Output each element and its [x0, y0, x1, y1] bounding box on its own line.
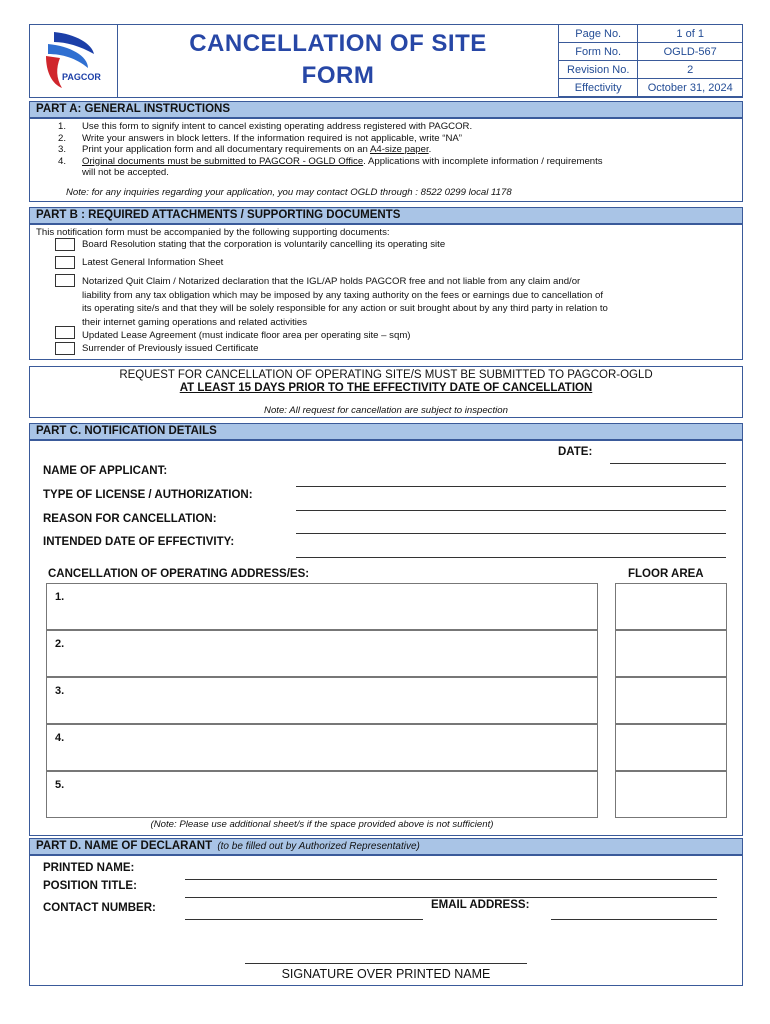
signature-line[interactable] [245, 963, 527, 964]
part-d-heading: PART D. NAME OF DECLARANT (to be filled out by Authorized Representative) [29, 838, 743, 855]
meta-row [559, 25, 743, 43]
signature-label: SIGNATURE OVER PRINTED NAME [281, 967, 491, 981]
attachment-checkbox[interactable] [55, 274, 75, 287]
email-address-label: EMAIL ADDRESS: [431, 899, 530, 911]
form-meta-table [558, 24, 743, 97]
reason-input[interactable] [296, 533, 726, 534]
attachment-label: Surrender of Previously issued Certificate [82, 343, 259, 354]
logo-text: PAGCOR [62, 72, 101, 82]
instruction-item: 3. Print your application form and all documentary requirements on an A4-size paper. [58, 144, 432, 155]
date-input[interactable] [610, 463, 726, 464]
address-number: 4. [55, 732, 65, 744]
address-note: (Note: Please use additional sheet/s if the space provided above is not sufficient) [150, 819, 494, 830]
applicant-name-label: NAME OF APPLICANT: [43, 465, 168, 477]
part-b-intro: This notification form must be accompanied by the following supporting documents: [36, 227, 390, 238]
floor-area-input[interactable] [615, 724, 727, 771]
floor-area-input[interactable] [615, 771, 727, 818]
printed-name-label: PRINTED NAME: [43, 862, 135, 874]
address-label: CANCELLATION OF OPERATING ADDRESS/ES: [48, 568, 310, 580]
contact-number-input[interactable] [185, 919, 423, 920]
instruction-item: 2. Write your answers in block letters. If the information required is not applicable, write “NA” [58, 132, 462, 144]
meta-label: Form No. [559, 43, 638, 61]
address-input[interactable] [46, 677, 598, 724]
address-number: 2. [55, 638, 65, 650]
attachment-checkbox[interactable] [55, 326, 75, 339]
page-title-line1: CANCELLATION OF SITE [189, 30, 487, 57]
meta-row [559, 43, 743, 61]
meta-label: Revision No. [559, 61, 638, 79]
contact-number-label: CONTACT NUMBER: [43, 902, 156, 914]
address-input[interactable] [46, 724, 598, 771]
meta-row [559, 79, 743, 97]
part-a-list [58, 121, 728, 179]
instruction-item-cont: will not be accepted. [82, 167, 169, 178]
date-label: DATE: [558, 446, 593, 458]
request-note: Note: All request for cancellation are subject to inspection [264, 405, 508, 416]
part-b-heading: PART B : REQUIRED ATTACHMENTS / SUPPORTING DOCUMENTS [29, 207, 743, 224]
position-title-label: POSITION TITLE: [43, 880, 137, 892]
attachment-checkbox[interactable] [55, 238, 75, 251]
meta-value: 2 [638, 61, 743, 79]
attachment-label: Latest General Information Sheet [82, 257, 224, 268]
reason-label: REASON FOR CANCELLATION: [43, 513, 217, 525]
request-line2: AT LEAST 15 DAYS PRIOR TO THE EFFECTIVITY DATE OF CANCELLATION [179, 382, 593, 394]
instruction-item: 1. Use this form to signify intent to cancel existing operating address registered with PAGCOR. [58, 121, 473, 132]
email-address-input[interactable] [551, 919, 717, 920]
pagcor-logo [36, 28, 112, 92]
attachment-label: Board Resolution stating that the corporation is voluntarily cancelling its operating site [82, 239, 446, 250]
floor-area-label: FLOOR AREA [628, 568, 704, 580]
license-type-input[interactable] [296, 510, 726, 511]
part-a-heading: PART A: GENERAL INSTRUCTIONS [29, 101, 743, 118]
meta-value: OGLD-567 [638, 43, 743, 61]
meta-value: 1 of 1 [638, 25, 743, 43]
part-c-heading: PART C. NOTIFICATION DETAILS [29, 423, 743, 440]
address-number: 1. [55, 591, 65, 603]
part-a-note: Note: for any inquiries regarding your application, you may contact OGLD through : 8522 0299 local 1178 [66, 187, 512, 198]
request-line1: REQUEST FOR CANCELLATION OF OPERATING SITE/S MUST BE SUBMITTED TO PAGCOR-OGLD [119, 369, 653, 381]
address-input[interactable] [46, 583, 598, 630]
floor-area-input[interactable] [615, 630, 727, 677]
meta-row [559, 61, 743, 79]
effectivity-label: INTENDED DATE OF EFFECTIVITY: [43, 536, 235, 548]
floor-area-input[interactable] [615, 583, 727, 630]
meta-label: Effectivity [559, 79, 638, 97]
address-number: 3. [55, 685, 65, 697]
attachment-label: Notarized Quit Claim / Notarized declaration that the IGL/AP holds PAGCOR free and not liable from any claim and/or liability from any tax obligation which may be imposed by any taxing authority on the fees or earnings due to cancellation of its operating site/s and that they will be solely responsible for any action or suit brought about by any third party in relation to their internet gaming operations and related activities [82, 276, 608, 328]
position-title-input[interactable] [185, 897, 717, 898]
attachment-label: Updated Lease Agreement (must indicate floor area per operating site – sqm) [82, 330, 411, 341]
instruction-item: 4. Original documents must be submitted to PAGCOR - OGLD Office. Applications with incomplete information / requirements [58, 155, 603, 167]
floor-area-input[interactable] [615, 677, 727, 724]
address-input[interactable] [46, 771, 598, 818]
address-input[interactable] [46, 630, 598, 677]
meta-value: October 31, 2024 [638, 79, 743, 97]
printed-name-input[interactable] [185, 879, 717, 880]
part-d-heading-note: (to be filled out by Authorized Representative) [217, 841, 420, 852]
license-type-label: TYPE OF LICENSE / AUTHORIZATION: [43, 489, 253, 501]
address-number: 5. [55, 779, 65, 791]
attachment-checkbox[interactable] [55, 256, 75, 269]
applicant-name-input[interactable] [296, 486, 726, 487]
meta-label: Page No. [559, 25, 638, 43]
page-title-line2: FORM [301, 62, 375, 89]
attachment-checkbox[interactable] [55, 342, 75, 355]
effectivity-input[interactable] [296, 557, 726, 558]
